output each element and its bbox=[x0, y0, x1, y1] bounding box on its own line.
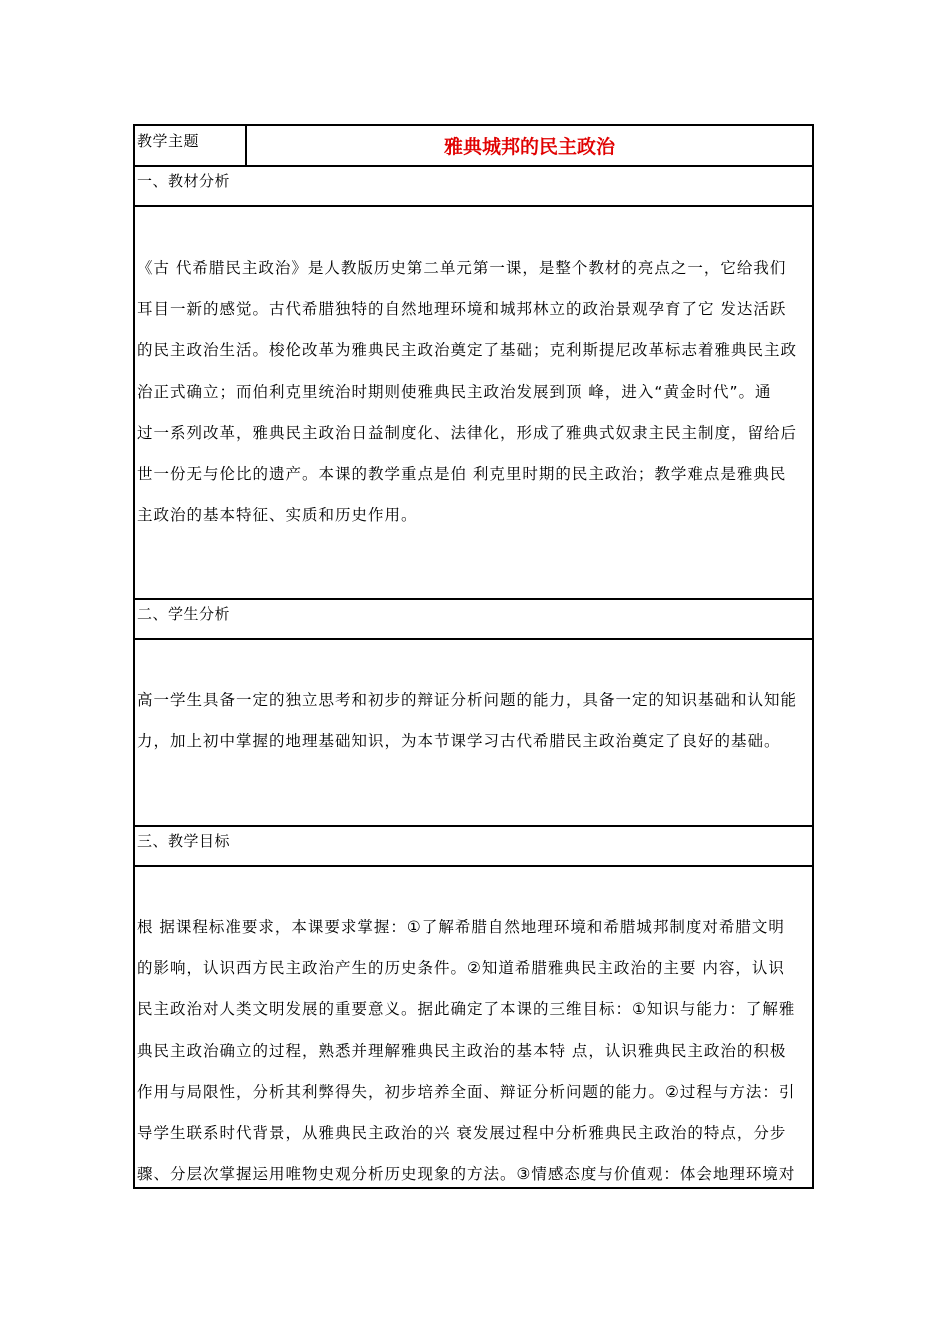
text-line: 典民主政治确立的过程，熟悉并理解雅典民主政治的基本特 点，认识雅典民主政治的积极 bbox=[137, 1041, 787, 1060]
lesson-title: 雅典城邦的民主政治 bbox=[443, 136, 615, 158]
text-line: 根 据课程标准要求，本课要求掌握：①了解希腊自然地理环境和希腊城邦制度对希腊文明 bbox=[137, 918, 785, 936]
text-line: 骤、分层次掌握运用唯物史观分析历史现象的方法。③情感态度与价值观：体会地理环境对 bbox=[137, 1165, 796, 1184]
text-line: 作用与局限性，分析其利弊得失，初步培养全面、辩证分析问题的能力。②过程与方法：引 bbox=[137, 1082, 796, 1101]
text-line: 的民主政治生活。梭伦改革为雅典民主政治奠定了基础；克利斯提尼改革标志着雅典民主政 bbox=[137, 341, 798, 360]
row-divider bbox=[135, 205, 812, 207]
text-line: 民主政治对人类文明发展的重要意义。据此确定了本课的三维目标：①知识与能力：了解雅 bbox=[137, 1000, 796, 1019]
section-body-students bbox=[137, 680, 797, 762]
topic-label: 教学主题 bbox=[137, 132, 200, 150]
text-line: 《古 代希腊民主政治》是人教版历史第二单元第一课，是整个教材的亮点之一，它给我们 bbox=[137, 259, 787, 277]
text-line: 治正式确立；而伯利克里统治时期则使雅典民主政治发展到顶 峰，进入“黄金时代”。通 bbox=[137, 382, 772, 401]
row-divider bbox=[135, 638, 812, 640]
row-divider bbox=[135, 598, 812, 600]
text-line: 导学生联系时代背景，从雅典民主政治的兴 衰发展过程中分析雅典民主政治的特点，分步 bbox=[137, 1123, 787, 1142]
row-divider bbox=[135, 865, 812, 867]
lesson-plan-table bbox=[133, 124, 814, 1189]
section-heading-textbook: 一、教材分析 bbox=[137, 172, 231, 190]
text-line: 主政治的基本特征、实质和历史作用。 bbox=[137, 506, 418, 525]
text-line: 的影响，认识西方民主政治产生的历史条件。②知道希腊雅典民主政治的主要 内容，认识 bbox=[137, 959, 785, 978]
row-divider bbox=[135, 825, 812, 827]
section-heading-objectives: 三、教学目标 bbox=[137, 832, 231, 850]
section-heading-students: 二、学生分析 bbox=[137, 605, 231, 623]
text-line: 世一份无与伦比的遗产。本课的教学重点是伯 利克里时期的民主政治；教学难点是雅典民 bbox=[137, 464, 787, 483]
section-body-objectives bbox=[137, 907, 795, 1195]
section-body-textbook bbox=[137, 248, 797, 536]
text-line: 过一系列改革，雅典民主政治日益制度化、法律化，形成了雅典式奴隶主民主制度，留给后 bbox=[137, 423, 798, 442]
row-divider bbox=[135, 165, 812, 167]
text-line: 力，加上初中掌握的地理基础知识，为本节课学习古代希腊民主政治奠定了良好的基础。 bbox=[137, 732, 781, 751]
text-line: 耳目一新的感觉。古代希腊独特的自然地理环境和城邦林立的政治景观孕育了它 发达活跃 bbox=[137, 300, 787, 319]
text-line: 高一学生具备一定的独立思考和初步的辩证分析问题的能力，具备一定的知识基础和认知能 bbox=[137, 691, 798, 709]
